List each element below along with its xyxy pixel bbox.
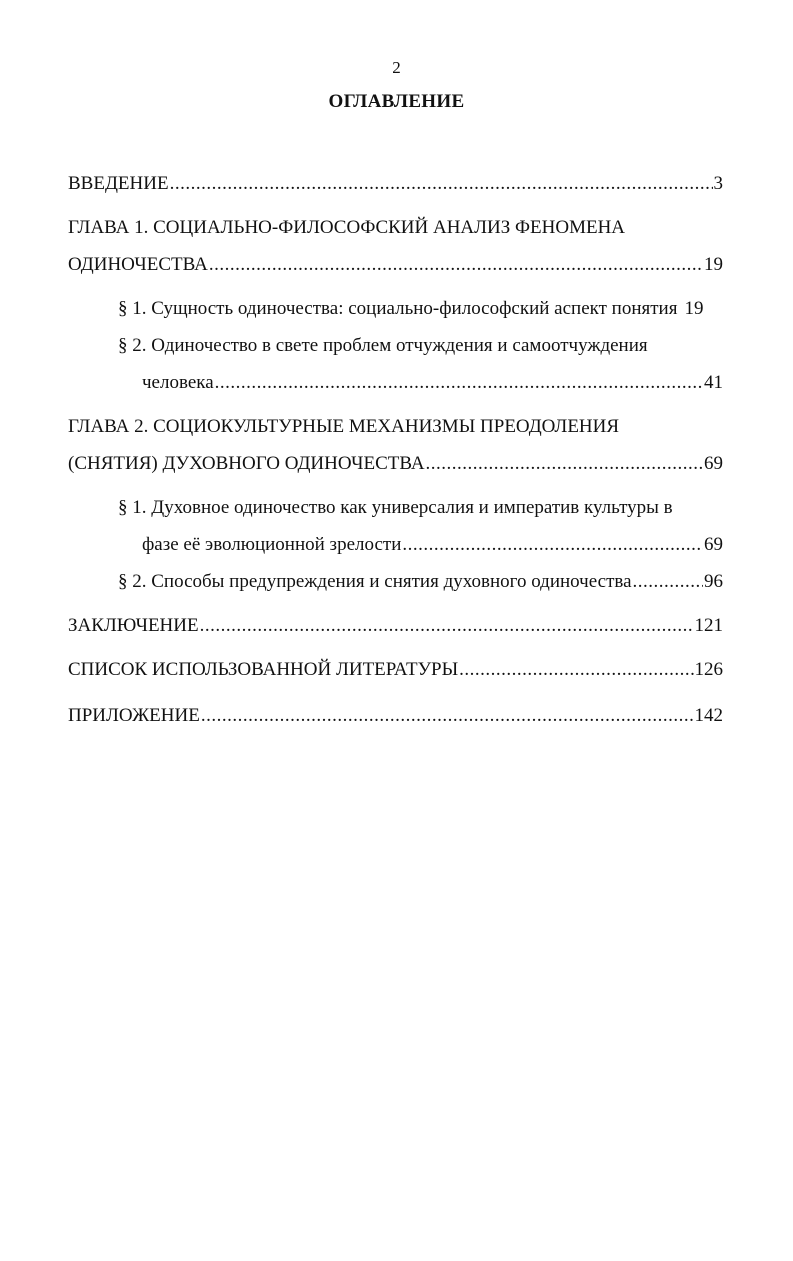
toc-entry-chapter-1-line1[interactable] [68,216,723,240]
toc-leader-dots [426,452,703,476]
toc-entry-page: 19 [684,298,704,319]
toc-entry-introduction[interactable] [68,172,723,196]
toc-entry-page: 126 [694,659,723,680]
toc-entry-chapter-1-line2[interactable] [68,253,723,277]
toc-leader-dots [459,658,693,682]
toc-entry-appendix[interactable] [68,704,723,728]
toc-entry-section-2-1-line2[interactable] [142,533,723,557]
toc-entry-text: ГЛАВА 1. СОЦИАЛЬНО-ФИЛОСОФСКИЙ АНАЛИЗ ФЕНОМЕНА [68,217,626,238]
toc-title: ОГЛАВЛЕНИЕ [328,91,465,112]
toc-entry-page: 19 [704,254,723,275]
toc-entry-section-2-2[interactable] [118,570,723,594]
toc-entry-text: ГЛАВА 2. СОЦИОКУЛЬТУРНЫЕ МЕХАНИЗМЫ ПРЕОДОЛЕНИЯ [68,416,620,437]
toc-entry-text: СПИСОК ИСПОЛЬЗОВАННОЙ ЛИТЕРАТУРЫ [68,659,459,680]
toc-entry-bibliography[interactable] [68,658,723,682]
toc-entry-text: (СНЯТИЯ) ДУХОВНОГО ОДИНОЧЕСТВА [68,453,425,474]
toc-entry-chapter-2-line2[interactable] [68,452,723,476]
toc-entry-page: 121 [694,615,723,636]
toc-entry-page: 69 [704,453,723,474]
toc-leader-dots [170,172,713,196]
toc-entry-text: § 2. Способы предупреждения и снятия духовного одиночества [118,571,632,592]
toc-entry-page: 41 [704,372,723,393]
toc-entry-page: 142 [694,705,723,726]
toc-entry-text: § 1. Сущность одиночества: социально-философский аспект понятия [118,298,678,319]
toc-leader-dots [200,614,694,638]
toc-entry-text: человека [142,372,214,393]
toc-entry-text: § 1. Духовное одиночество как универсалия и императив культуры в [118,497,673,518]
toc-entry-section-1-2-line1[interactable] [118,334,723,358]
toc-entry-section-1-1[interactable] [118,297,723,321]
toc-entry-page: 69 [704,534,723,555]
page-number: 2 [392,58,401,77]
toc-leader-dots [209,253,703,277]
toc-entry-page: 96 [704,571,723,592]
toc-entry-text: ЗАКЛЮЧЕНИЕ [68,615,199,636]
toc-entry-text: ПРИЛОЖЕНИЕ [68,705,200,726]
toc-entry-chapter-2-line1[interactable] [68,415,723,439]
toc-leader-dots [402,533,703,557]
toc-leader-dots [633,570,703,594]
toc-entry-section-2-1-line1[interactable] [118,496,723,520]
toc-leader-dots [215,371,703,395]
toc-entry-section-1-2-line2[interactable] [142,371,723,395]
toc-entry-text: § 2. Одиночество в свете проблем отчуждения и самоотчуждения [118,335,648,356]
toc-entry-text: ВВЕДЕНИЕ [68,173,169,194]
toc-entry-page: 3 [713,173,723,194]
toc-leader-dots [201,704,694,728]
toc-entry-conclusion[interactable] [68,614,723,638]
toc-entry-text: фазе её эволюционной зрелости [142,534,402,555]
toc-entry-text: ОДИНОЧЕСТВА [68,254,208,275]
